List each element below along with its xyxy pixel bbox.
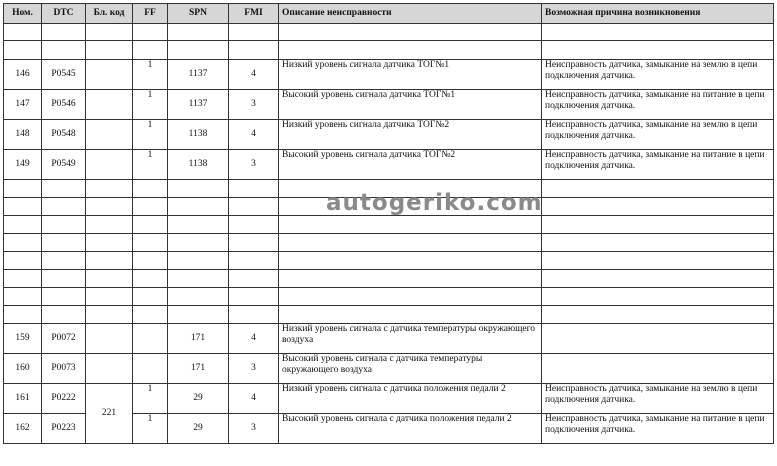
cell-description: Высокий уровень сигнала с датчика положения педали 2 [279,414,542,444]
cell-cause: Неисправность датчика, замыкание на землю в цепи подключения датчика. [542,120,774,150]
cell-ff: 1 [133,150,168,180]
cell-fmi: 4 [229,324,279,354]
cell-cause: Неисправность датчика, замыкание на землю в цепи подключения датчика. [542,384,774,414]
cell-num: 161 [4,384,42,414]
cell-description: Высокий уровень сигнала датчика ТОГ№1 [279,90,542,120]
cell-block-code [86,60,133,90]
header-block-code: Бл. код [86,4,133,24]
empty-row [4,41,774,60]
cell-description: Низкий уровень сигнала датчика ТОГ№1 [279,60,542,90]
cell-num: 160 [4,354,42,384]
cell-spn: 1138 [168,150,229,180]
cell-spn: 1137 [168,90,229,120]
empty-row [4,234,774,252]
cell-spn: 171 [168,324,229,354]
cell-block-code [86,90,133,120]
empty-row [4,270,774,288]
cell-num: 149 [4,150,42,180]
empty-row [4,24,774,41]
empty-row [4,216,774,234]
cell-fmi: 3 [229,354,279,384]
cell-description: Низкий уровень сигнала с датчика положения педали 2 [279,384,542,414]
cell-description: Высокий уровень сигнала с датчика температуры окружающего воздуха [279,354,542,384]
cell-description: Низкий уровень сигнала датчика ТОГ№2 [279,120,542,150]
header-row [4,4,774,24]
cell-ff [133,354,168,384]
cell-dtc: P0549 [42,150,86,180]
cell-spn: 1137 [168,60,229,90]
cell-num: 159 [4,324,42,354]
cell-description: Высокий уровень сигнала датчика ТОГ№2 [279,150,542,180]
cell-spn: 29 [168,414,229,444]
cell-ff [133,324,168,354]
table-row [4,354,774,384]
cell-ff: 1 [133,60,168,90]
table-row [4,150,774,180]
header-fmi: FMI [229,4,279,24]
cell-cause: Неисправность датчика, замыкание на землю в цепи подключения датчика. [542,60,774,90]
cell-spn: 1138 [168,120,229,150]
header-cause: Возможная причина возникновения [542,4,774,24]
header-description: Описание неисправности [279,4,542,24]
cell-cause: Неисправность датчика, замыкание на питание в цепи подключения датчика. [542,150,774,180]
empty-row [4,306,774,324]
empty-row [4,252,774,270]
cell-num: 147 [4,90,42,120]
table-row [4,384,774,414]
cell-cause [542,354,774,384]
header-dtc: DTC [42,4,86,24]
cell-block-code [86,324,133,354]
cell-ff: 1 [133,384,168,414]
cell-cause [542,324,774,354]
cell-fmi: 4 [229,120,279,150]
cell-description: Низкий уровень сигнала с датчика температуры окружающего воздуха [279,324,542,354]
cell-num: 146 [4,60,42,90]
cell-dtc: P0548 [42,120,86,150]
cell-block-code [86,120,133,150]
cell-block-code-merged: 221 [86,384,133,444]
header-num: Ном. [4,4,42,24]
cell-num: 148 [4,120,42,150]
cell-spn: 171 [168,354,229,384]
watermark: autogeriko.com [326,190,543,216]
cell-block-code [86,354,133,384]
header-ff: FF [133,4,168,24]
cell-ff: 1 [133,120,168,150]
cell-dtc: P0222 [42,384,86,414]
table-row [4,324,774,354]
cell-spn: 29 [168,384,229,414]
empty-row [4,288,774,306]
cell-fmi: 3 [229,90,279,120]
cell-fmi: 4 [229,384,279,414]
cell-dtc: P0545 [42,60,86,90]
cell-fmi: 3 [229,414,279,444]
cell-ff: 1 [133,414,168,444]
cell-ff: 1 [133,90,168,120]
cell-fmi: 3 [229,150,279,180]
cell-fmi: 4 [229,60,279,90]
cell-dtc: P0223 [42,414,86,444]
cell-dtc: P0072 [42,324,86,354]
table-row [4,90,774,120]
cell-num: 162 [4,414,42,444]
table-row [4,120,774,150]
header-spn: SPN [168,4,229,24]
cell-cause: Неисправность датчика, замыкание на питание в цепи подключения датчика. [542,90,774,120]
dtc-table [3,3,774,444]
cell-block-code [86,150,133,180]
cell-cause: Неисправность датчика, замыкание на питание в цепи подключения датчика. [542,414,774,444]
table-row [4,60,774,90]
cell-dtc: P0073 [42,354,86,384]
cell-dtc: P0546 [42,90,86,120]
